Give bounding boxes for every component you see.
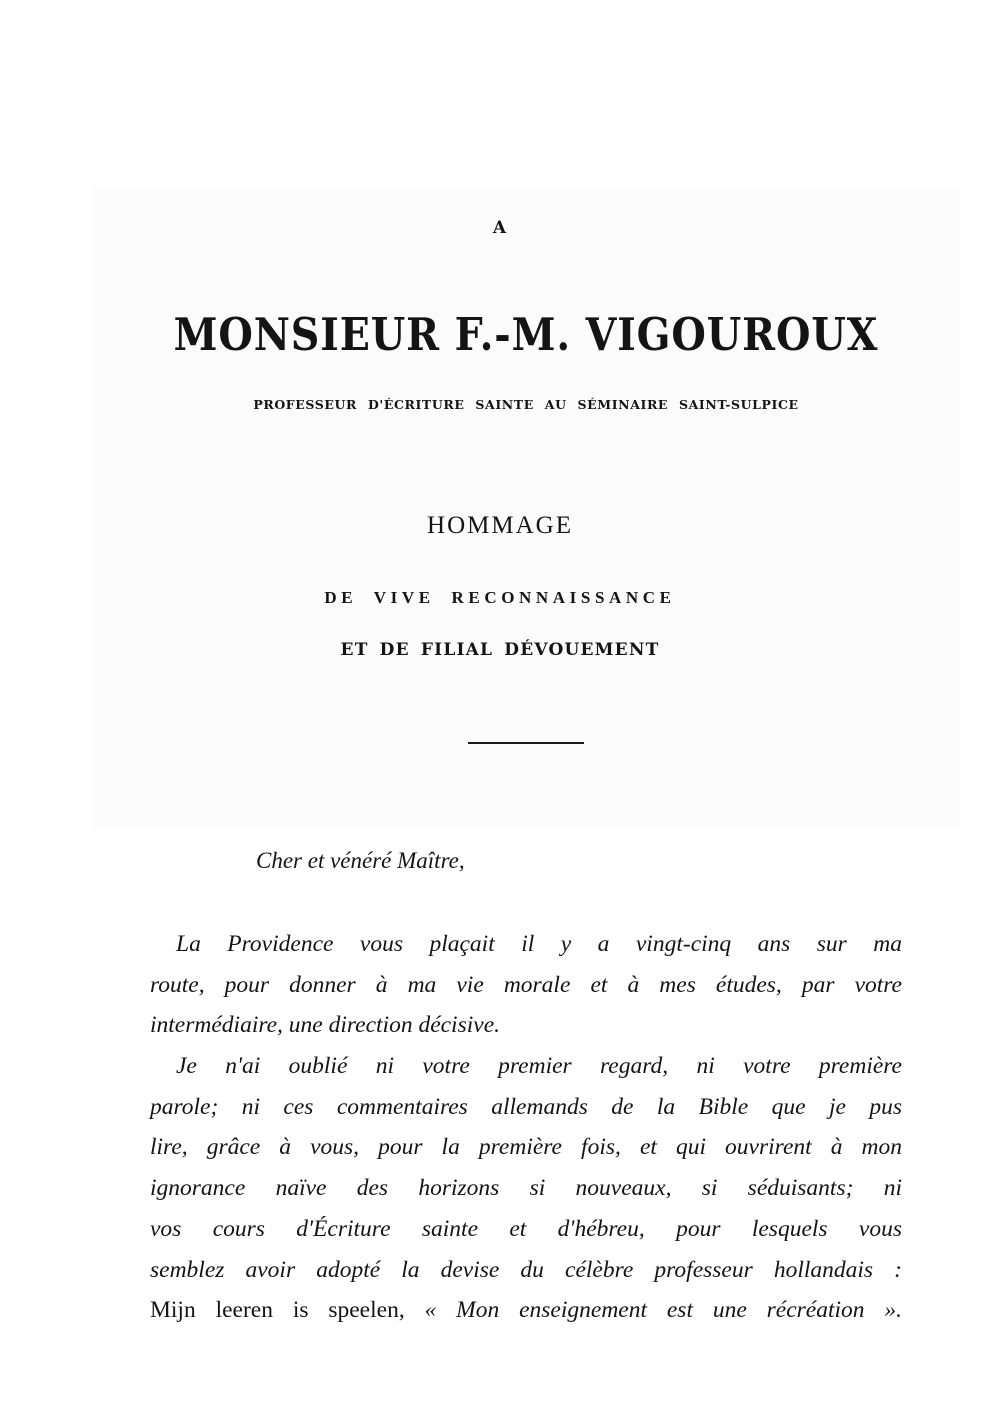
body-line: semblez avoir adopté la devise du célèbre professeur hollandais : <box>150 1256 902 1283</box>
dedication-to: A <box>492 218 508 238</box>
body-line: intermédiaire, une direction décisive. <box>150 1012 500 1039</box>
page-background <box>92 188 960 828</box>
homage-line-1: DE VIVE RECONNAISSANCE <box>324 588 676 607</box>
page-title: MONSIEUR F.-M. VIGOUROUX <box>173 308 879 361</box>
body-line: ignorance naïve des horizons si nouveaux, si séduisants; ni <box>150 1175 902 1202</box>
body-line: La Providence vous plaçait il y a vingt-cinq ans sur ma <box>176 931 902 957</box>
body-line-last <box>150 1290 902 1331</box>
body-line: lire, grâce à vous, pour la première fois, et qui ouvrirent à mon <box>150 1134 902 1161</box>
body-line: parole; ni ces commentaires allemands de la Bible que je pus <box>150 1093 902 1120</box>
french-translation: « Mon enseignement est une récréation ». <box>424 1297 902 1324</box>
body-line: vos cours d'Écriture sainte et d'hébreu, pour lesquels vous <box>150 1215 902 1242</box>
divider <box>468 742 584 744</box>
homage-line-2: ET DE FILIAL DÉVOUEMENT <box>340 640 660 660</box>
body-line: route, pour donner à ma vie morale et à mes études, par votre <box>150 971 902 998</box>
salutation: Cher et vénéré Maître, <box>256 848 465 873</box>
homage-title: HOMMAGE <box>427 512 573 539</box>
letter-body <box>150 924 902 1331</box>
dutch-quote: Mijn leeren is speelen, <box>150 1297 405 1324</box>
body-line: Je n'ai oublié ni votre premier regard, ni votre première <box>176 1053 902 1080</box>
dedication-role: PROFESSEUR D'ÉCRITURE SAINTE AU SÉMINAIRE SAINT-SULPICE <box>253 397 799 412</box>
